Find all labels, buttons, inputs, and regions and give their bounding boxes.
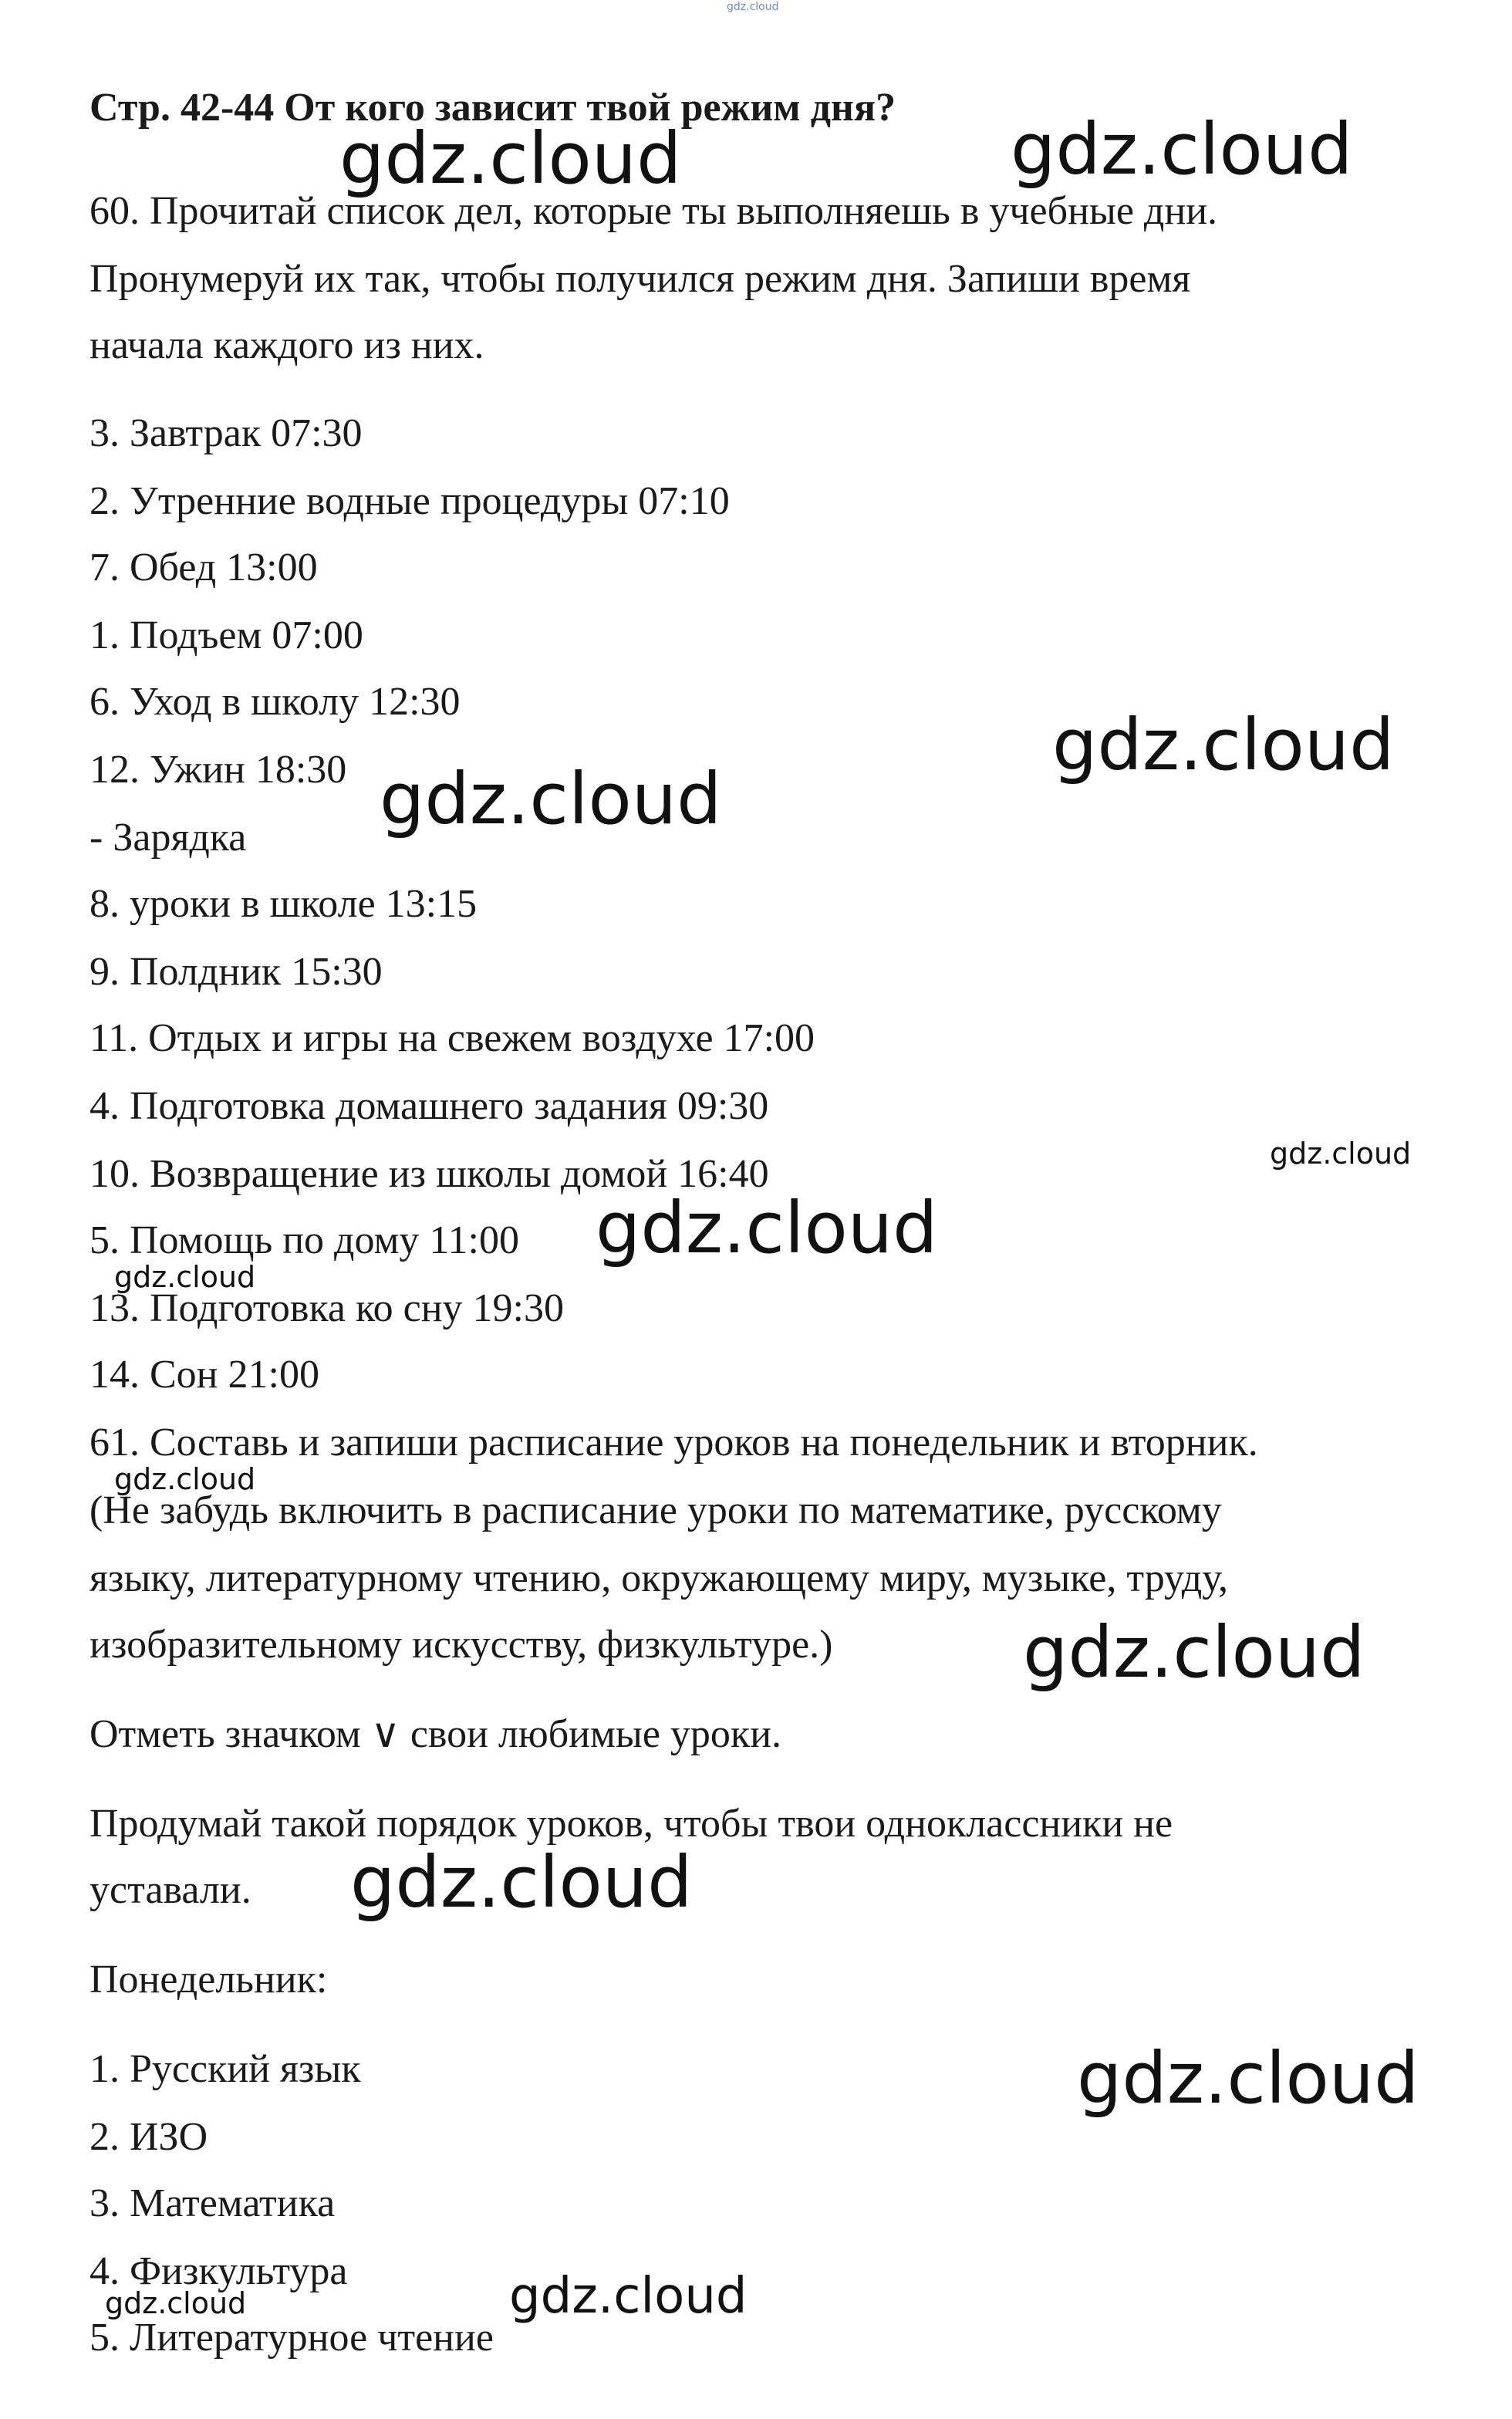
monday-lesson: 3. Математика bbox=[89, 2181, 336, 2225]
task60-text-line2: Пронумеруй их так, чтобы получился режим дня. Запиши время bbox=[89, 257, 1191, 301]
schedule-item: 5. Помощь по дому 11:00 bbox=[89, 1218, 519, 1262]
schedule-item: 9. Полдник 15:30 bbox=[89, 950, 383, 994]
task60-text-line1: 60. Прочитай список дел, которые ты выполняешь в учебные дни. bbox=[89, 189, 1218, 233]
task61-text-line2: (Не забудь включить в расписание уроки по математике, русскому bbox=[89, 1488, 1222, 1532]
watermark: gdz.cloud bbox=[339, 117, 682, 200]
schedule-item: 6. Уход в школу 12:30 bbox=[89, 680, 461, 724]
watermark: gdz.cloud bbox=[1011, 108, 1353, 191]
page-title: Стр. 42-44 От кого зависит твой режим дня? bbox=[89, 86, 896, 130]
task61-text-line1: 61. Составь и запиши расписание уроков на понедельник и вторник. bbox=[89, 1421, 1258, 1465]
header-watermark: gdz.cloud bbox=[727, 1, 779, 13]
watermark: gdz.cloud bbox=[596, 1187, 938, 1269]
schedule-item: 7. Обед 13:00 bbox=[89, 546, 318, 590]
watermark: gdz.cloud bbox=[350, 1841, 693, 1924]
watermark: gdz.cloud bbox=[105, 2286, 247, 2320]
schedule-item: 13. Подготовка ко сну 19:30 bbox=[89, 1286, 564, 1330]
task61-order-instruction-line1: Продумай такой порядок уроков, чтобы твои одноклассники не bbox=[89, 1802, 1173, 1846]
watermark: gdz.cloud bbox=[1270, 1137, 1412, 1171]
monday-label: Понедельник: bbox=[89, 1958, 328, 2002]
task61-mark-instruction: Отметь значком ∨ свои любимые уроки. bbox=[89, 1712, 782, 1756]
monday-lesson: 4. Физкультура bbox=[89, 2249, 348, 2293]
task60-text-line3: начала каждого из них. bbox=[89, 323, 484, 367]
watermark: gdz.cloud bbox=[1077, 2037, 1419, 2120]
watermark: gdz.cloud bbox=[509, 2268, 748, 2325]
monday-lesson: 5. Литературное чтение bbox=[89, 2316, 494, 2360]
schedule-item: 8. уроки в школе 13:15 bbox=[89, 882, 478, 926]
watermark: gdz.cloud bbox=[380, 758, 722, 840]
schedule-item: - Зарядка bbox=[89, 816, 247, 860]
task61-text-line3: языку, литературному чтению, окружающему миру, музыке, труду, bbox=[89, 1556, 1228, 1600]
watermark: gdz.cloud bbox=[114, 1462, 256, 1496]
watermark: gdz.cloud bbox=[114, 1260, 256, 1294]
schedule-item: 10. Возвращение из школы домой 16:40 bbox=[89, 1152, 769, 1196]
monday-lesson: 2. ИЗО bbox=[89, 2115, 208, 2159]
schedule-item: 3. Завтрак 07:30 bbox=[89, 411, 363, 455]
schedule-item: 2. Утренние водные процедуры 07:10 bbox=[89, 479, 730, 523]
task61-text-line4: изобразительному искусству, физкультуре.) bbox=[89, 1623, 833, 1667]
schedule-item: 4. Подготовка домашнего задания 09:30 bbox=[89, 1084, 769, 1128]
schedule-item: 1. Подъем 07:00 bbox=[89, 613, 363, 657]
schedule-item: 14. Сон 21:00 bbox=[89, 1353, 319, 1397]
schedule-item: 12. Ужин 18:30 bbox=[89, 748, 347, 792]
schedule-item: 11. Отдых и игры на свежем воздухе 17:00 bbox=[89, 1016, 815, 1060]
watermark: gdz.cloud bbox=[1023, 1611, 1365, 1694]
watermark: gdz.cloud bbox=[1052, 704, 1395, 786]
task61-order-instruction-line2: уставали. bbox=[89, 1868, 251, 1912]
monday-lesson: 1. Русский язык bbox=[89, 2047, 361, 2091]
